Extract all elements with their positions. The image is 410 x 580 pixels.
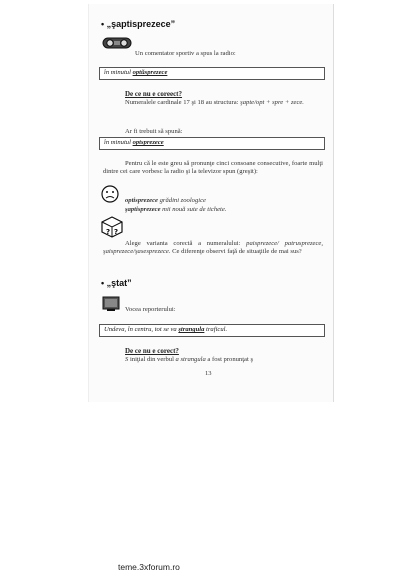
site-watermark-footer: teme.3xforum.ro <box>118 562 180 572</box>
example-1-word: optisprezece <box>125 197 158 204</box>
choose-text: Alege varianta corectă a numeralului: <box>125 240 247 247</box>
why-heading-1: De ce nu e coreect? <box>125 90 183 98</box>
radio-line: Un comentator sportiv a spus la radio: <box>135 50 236 57</box>
explain-2-mid: iniţial din verbul <box>128 356 176 363</box>
section2-title: • „ştat” <box>101 278 132 288</box>
correct-prefix: în minutul <box>104 139 133 146</box>
example-2-rest: mii nouă sute de tichete. <box>160 206 227 213</box>
choose-italic: paisprezece/ patrusprezece, şaisprezece/şasesprezece. <box>103 240 323 255</box>
svg-text:?: ? <box>114 228 119 236</box>
example-1 <box>125 197 206 205</box>
quote-box-reporter <box>99 324 325 337</box>
example-2-word: şaptisprezece <box>125 206 161 213</box>
radio-icon <box>102 36 132 50</box>
example-2 <box>125 206 226 214</box>
explain-2 <box>125 356 253 364</box>
section1-title: • „şaptisprezece” <box>101 19 176 29</box>
paragraph-consonants: Pentru că le este greu să pronunţe cinci consoane consecutive, foarte mulţi dintre cei care vorbesc la radio şi la televizor spun (greşit): <box>103 160 323 175</box>
quote-word: optŭsprezece <box>132 69 168 76</box>
quote-prefix: în minutul <box>104 69 133 76</box>
explain-1 <box>103 99 323 107</box>
reporter-quote-post: traficul. <box>204 326 228 333</box>
example-1-rest: grădini zoologice <box>157 197 206 204</box>
explain-2-italic: a strangula <box>175 356 206 363</box>
choose-paragraph <box>103 240 323 256</box>
reporter-quote-pre: Undeva, în centru, tot se va <box>104 326 179 333</box>
quote-box-wrong <box>99 67 325 80</box>
explain-1-italic: şapte/opt + spre + zece. <box>240 99 304 106</box>
dice-question-icon <box>101 216 123 238</box>
choose-end: Ce diferenţe observi faţă de situaţiile de mai sus? <box>170 248 302 255</box>
page-number: 13 <box>205 370 212 377</box>
sad-face-icon <box>101 185 119 203</box>
explain-2-letter: S <box>125 356 129 363</box>
quote-box-correct <box>99 137 325 150</box>
tv-icon <box>102 296 120 312</box>
svg-text:?: ? <box>106 228 111 236</box>
reporter-quote-word: ştrangula <box>178 326 205 333</box>
explain-1-text: Numeralele cardinale 17 şi 18 au structura: <box>125 99 241 106</box>
why-heading-2: De ce nu e corect? <box>125 347 179 355</box>
explain-2-post: a fost pronunţat ş <box>205 356 254 363</box>
reporter-line: Vocea reporterului: <box>125 306 176 313</box>
should-say: Ar fi trebuit să spună: <box>125 128 183 135</box>
correct-word: optsprezece <box>132 139 164 146</box>
